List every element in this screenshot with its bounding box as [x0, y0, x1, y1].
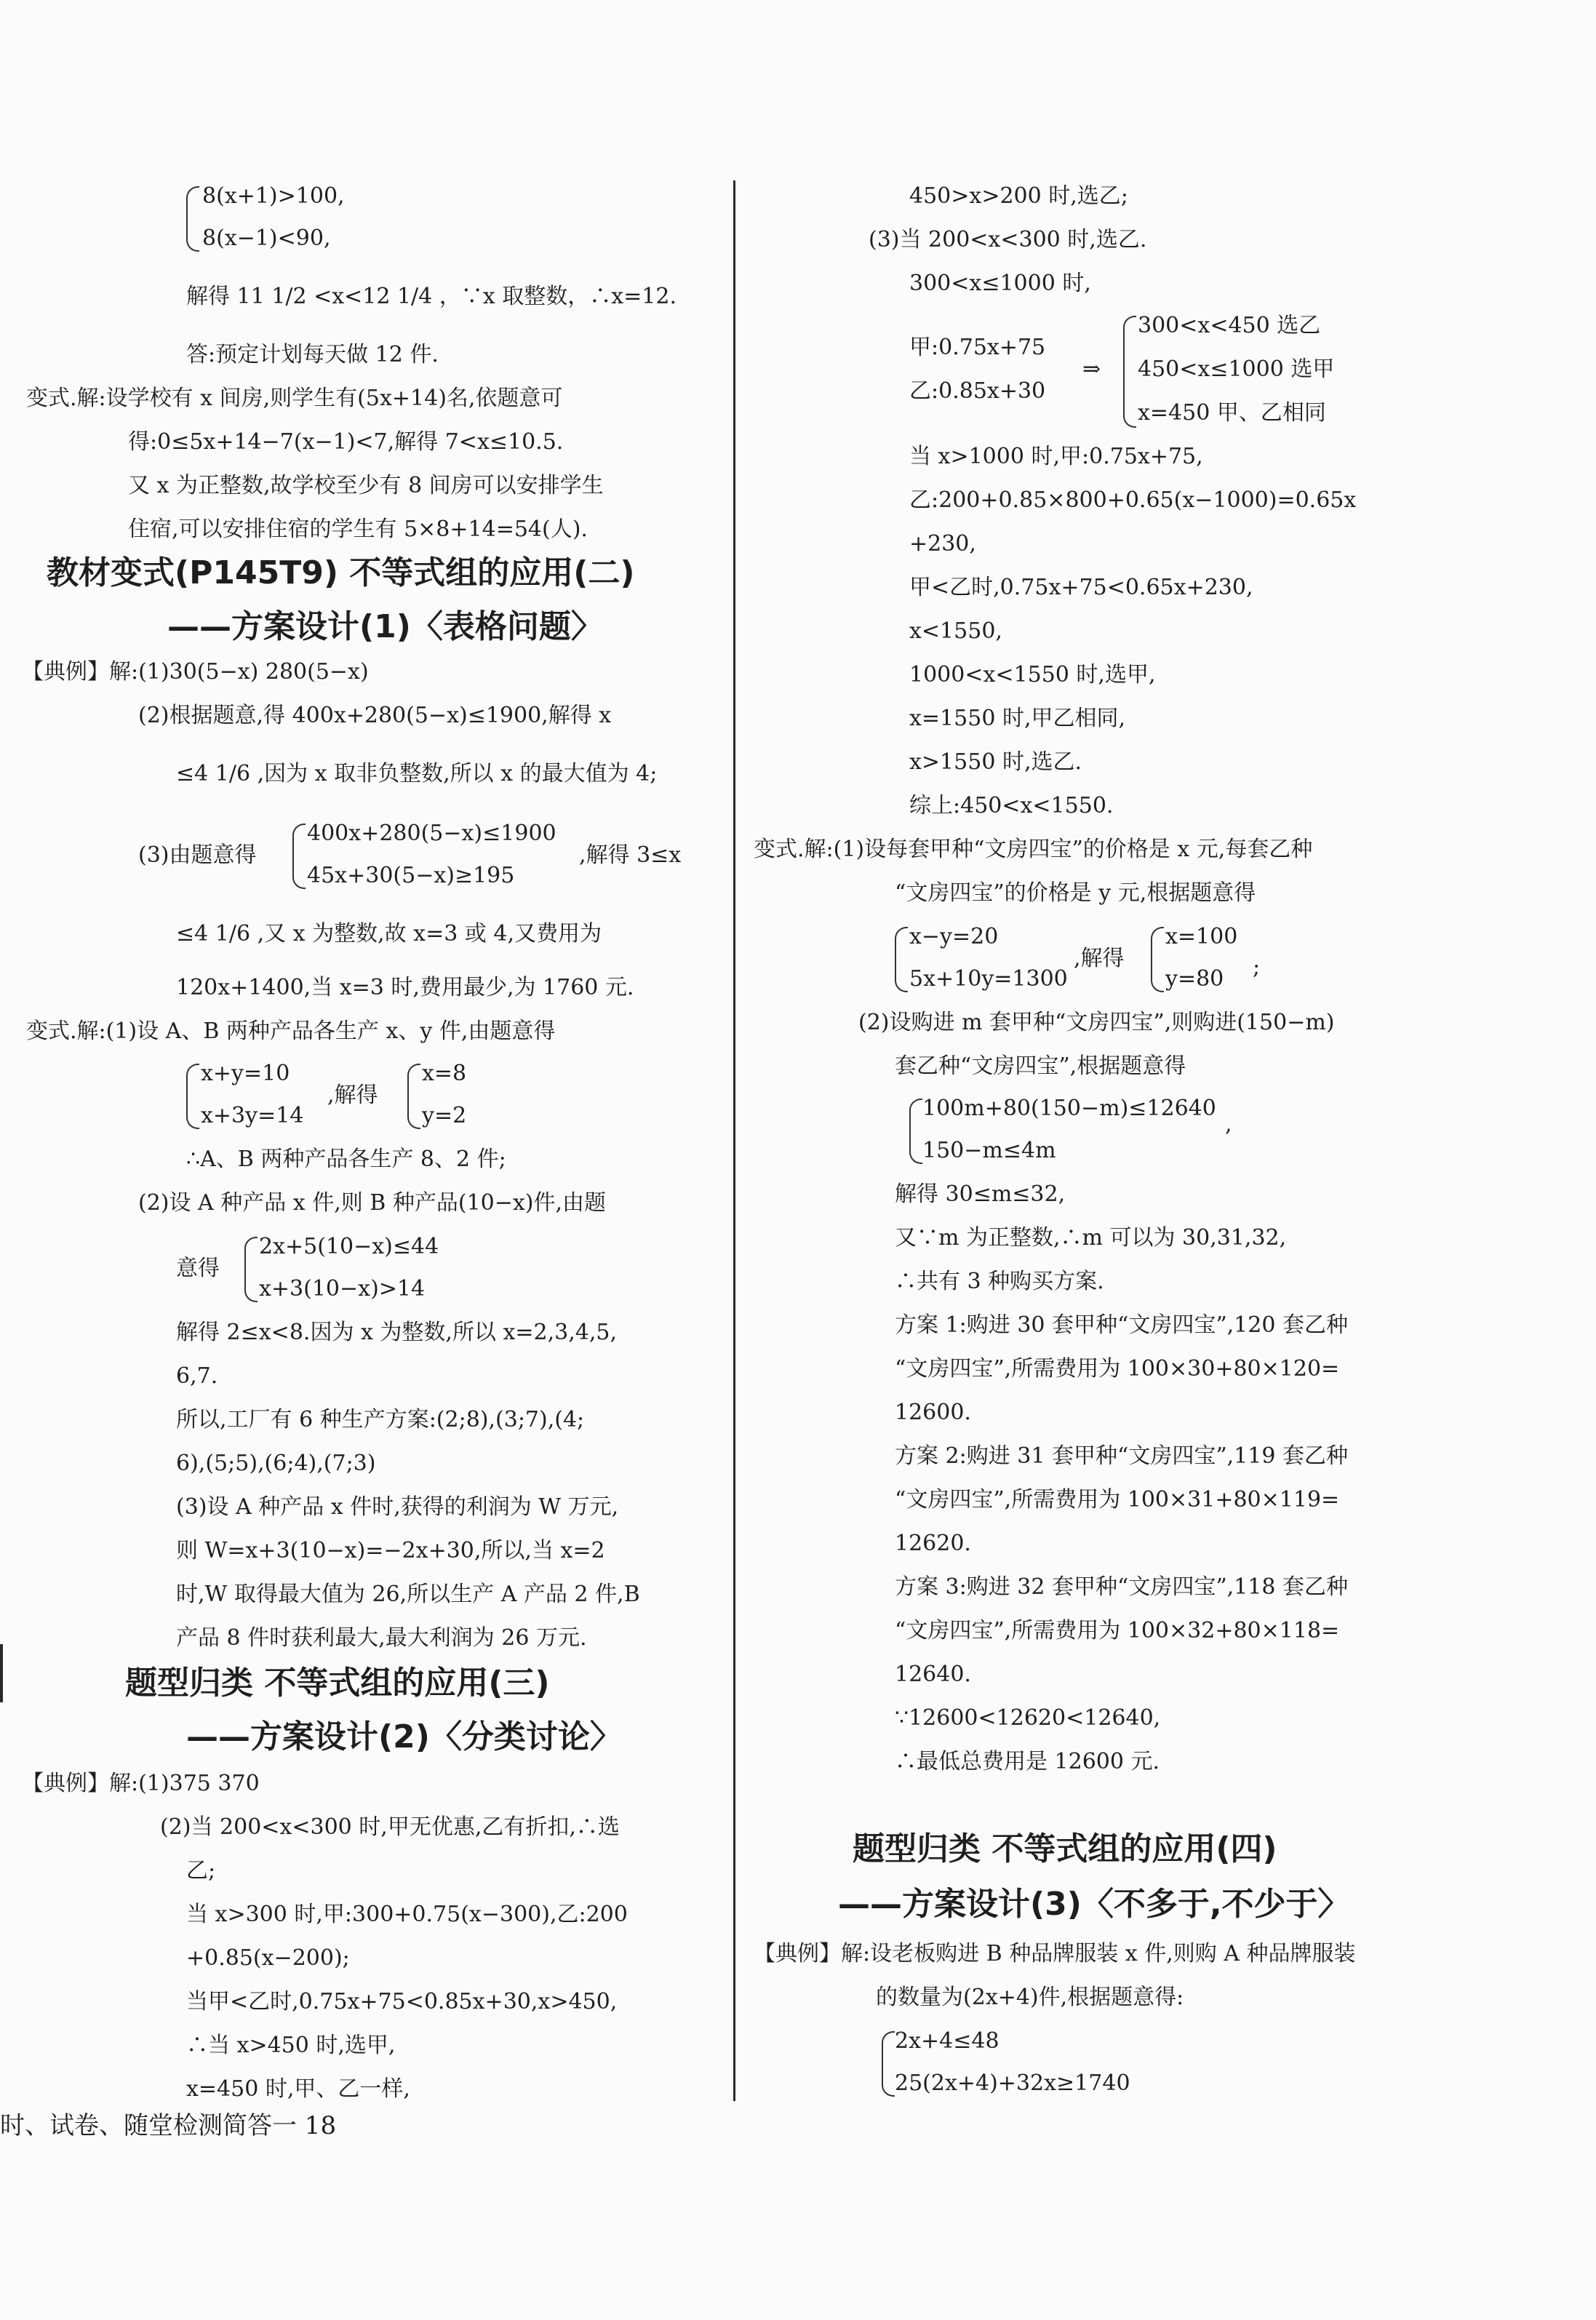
case-line: 450<x≤1000 选甲: [1138, 356, 1335, 382]
text-line: (2)根据题意,得 400x+280(5−x)≤1900,解得 x: [138, 703, 612, 728]
text-line: 综上:450<x<1550.: [909, 793, 1114, 818]
brace: [882, 2031, 895, 2097]
inequality-line: 400x+280(5−x)≤1900: [307, 821, 556, 846]
inequality-line: x=100: [1165, 924, 1238, 949]
text-line: 乙;: [186, 1858, 216, 1883]
text-line: 得:0≤5x+14−7(x−1)<7,解得 7<x≤10.5.: [128, 429, 564, 455]
text-line: ,解得: [327, 1083, 378, 1108]
margin-mark: [0, 1644, 3, 1702]
brace: [186, 1064, 199, 1129]
text-line: (3)由题意得: [138, 842, 257, 868]
inequality-line: 8(x−1)<90,: [202, 226, 331, 251]
text-line: x=1550 时,甲乙相同,: [909, 706, 1126, 731]
text-line: 产品 8 件时获利最大,最大利润为 26 万元.: [176, 1625, 587, 1651]
section-subheading: ——方案设计(2)〈分类讨论〉: [186, 1718, 622, 1755]
inequality-line: y=80: [1165, 966, 1224, 992]
text-line: 变式.解:(1)设 A、B 两种产品各生产 x、y 件,由题意得: [26, 1019, 556, 1044]
brace: [895, 927, 908, 992]
text-line: 变式.解:设学校有 x 间房,则学生有(5x+14)名,依题意可: [26, 386, 563, 411]
text-line: (2)设购进 m 套甲种“文房四宝”,则购进(150−m): [858, 1010, 1335, 1035]
text-line: 1000<x<1550 时,选甲,: [909, 662, 1156, 687]
brace: [909, 1099, 922, 1164]
text-line: ∵12600<12620<12640,: [895, 1705, 1161, 1731]
text-line: 当甲<乙时,0.75x+75<0.85x+30,x>450,: [186, 1989, 618, 2014]
inequality-line: x+3(10−x)>14: [259, 1276, 426, 1301]
text-line: 时,W 取得最大值为 26,所以生产 A 产品 2 件,B: [176, 1582, 640, 1607]
text-line: ;: [1253, 954, 1261, 980]
section-heading: 题型归类 不等式组的应用(三): [125, 1665, 550, 1702]
text-line: 【典例】解:(1)375 370: [22, 1771, 260, 1796]
text-line: 住宿,可以安排住宿的学生有 5×8+14=54(人).: [128, 517, 588, 542]
text-line: 12640.: [895, 1662, 971, 1687]
text-line: 变式.解:(1)设每套甲种“文房四宝”的价格是 x 元,每套乙种: [754, 837, 1313, 862]
text-line: 乙:0.85x+30: [909, 378, 1046, 404]
text-line: 12600.: [895, 1400, 971, 1425]
brace: [407, 1064, 420, 1129]
text-line: 解得 30≤m≤32,: [895, 1181, 1066, 1207]
inequality-line: 5x+10y=1300: [909, 966, 1068, 992]
text-line: 甲<乙时,0.75x+75<0.65x+230,: [909, 575, 1253, 600]
inequality-line: x−y=20: [909, 924, 999, 949]
brace: [292, 824, 306, 889]
section-subheading: ——方案设计(3)〈不多于,不少于〉: [838, 1886, 1350, 1923]
brace: [1123, 316, 1136, 428]
text-line: 所以,工厂有 6 种生产方案:(2;8),(3;7),(4;: [176, 1407, 585, 1432]
text-line: 方案 3:购进 32 套甲种“文房四宝”,118 套乙种: [895, 1574, 1348, 1600]
text-line: 解得 11 1/2 <x<12 1/4 ，∵x 取整数，∴x=12.: [186, 284, 677, 309]
text-line: 套乙种“文房四宝”,根据题意得: [895, 1053, 1186, 1079]
text-line: 【典例】解:设老板购进 B 种品牌服装 x 件,则购 A 种品牌服装: [754, 1941, 1356, 1966]
text-line: x<1550,: [909, 618, 1002, 644]
section-subheading: ——方案设计(1)〈表格问题〉: [167, 608, 603, 645]
text-line: 6),(5;5),(6;4),(7;3): [176, 1451, 376, 1476]
text-line: ,解得 3≤x: [579, 842, 682, 868]
case-line: x=450 甲、乙相同: [1138, 400, 1326, 426]
text-line: 6,7.: [176, 1363, 218, 1389]
inequality-line: 45x+30(5−x)≥195: [307, 863, 515, 888]
text-line: 12620.: [895, 1531, 971, 1556]
text-line: ≤4 1/6 ,因为 x 取非负整数,所以 x 的最大值为 4;: [176, 761, 658, 786]
text-line: “文房四宝”,所需费用为 100×30+80×120=: [895, 1356, 1340, 1382]
inequality-line: x+y=10: [201, 1061, 290, 1086]
text-line: +230,: [909, 531, 976, 557]
text-line: 答:预定计划每天做 12 件.: [186, 342, 439, 367]
text-line: 120x+1400,当 x=3 时,费用最少,为 1760 元.: [176, 975, 634, 1000]
text-line: 的数量为(2x+4)件,根据题意得:: [876, 1985, 1184, 2010]
inequality-line: 8(x+1)>100,: [202, 183, 345, 209]
inequality-line: 150−m≤4m: [922, 1138, 1056, 1163]
text-line: “文房四宝”的价格是 y 元,根据题意得: [895, 880, 1256, 906]
brace: [1151, 927, 1164, 992]
text-line: 450>x>200 时,选乙;: [909, 183, 1128, 209]
inequality-line: 25(2x+4)+32x≥1740: [895, 2070, 1130, 2096]
inequality-line: 2x+5(10−x)≤44: [259, 1234, 439, 1259]
text-line: x>1550 时,选乙.: [909, 749, 1082, 775]
text-line: 则 W=x+3(10−x)=−2x+30,所以,当 x=2: [176, 1538, 605, 1563]
text-line: ∴A、B 两种产品各生产 8、2 件;: [186, 1147, 506, 1172]
page-footer: 时、试卷、随堂检测简答一 18: [0, 2111, 337, 2140]
inequality-line: 100m+80(150−m)≤12640: [922, 1096, 1216, 1121]
text-line: (3)设 A 种产品 x 件时,获得的利润为 W 万元,: [176, 1494, 619, 1520]
text-line: ,: [1225, 1112, 1232, 1137]
text-line: ≤4 1/6 ,又 x 为整数,故 x=3 或 4,又费用为: [176, 921, 602, 946]
text-line: ∴当 x>450 时,选甲,: [186, 2033, 396, 2058]
case-line: 300<x<450 选乙: [1138, 313, 1321, 338]
text-line: 意得: [176, 1256, 220, 1281]
text-line: x=450 时,甲、乙一样,: [186, 2076, 410, 2102]
implies-arrow: ⇒: [1082, 356, 1101, 382]
inequality-line: 2x+4≤48: [895, 2028, 1000, 2054]
column-divider: [733, 180, 735, 2101]
text-line: “文房四宝”,所需费用为 100×32+80×118=: [895, 1618, 1340, 1643]
inequality-line: x+3y=14: [201, 1103, 304, 1128]
text-line: 方案 2:购进 31 套甲种“文房四宝”,119 套乙种: [895, 1443, 1348, 1469]
text-line: ∴共有 3 种购买方案.: [895, 1269, 1104, 1294]
text-line: (3)当 200<x<300 时,选乙.: [869, 227, 1147, 252]
section-heading: 题型归类 不等式组的应用(四): [853, 1830, 1277, 1867]
text-line: ,解得: [1074, 946, 1125, 971]
text-line: “文房四宝”,所需费用为 100×31+80×119=: [895, 1487, 1340, 1512]
text-line: 当 x>300 时,甲:300+0.75(x−300),乙:200: [186, 1902, 628, 1927]
text-line: 解得 2≤x<8.因为 x 为整数,所以 x=2,3,4,5,: [176, 1320, 618, 1345]
text-line: ∴最低总费用是 12600 元.: [895, 1749, 1160, 1774]
section-heading: 教材变式(P145T9) 不等式组的应用(二): [47, 554, 635, 591]
text-line: 又 x 为正整数,故学校至少有 8 间房可以安排学生: [128, 473, 604, 498]
brace: [244, 1237, 258, 1302]
inequality-line: x=8: [422, 1061, 467, 1086]
text-line: 乙:200+0.85×800+0.65(x−1000)=0.65x: [909, 487, 1357, 513]
text-line: 【典例】解:(1)30(5−x) 280(5−x): [22, 659, 369, 685]
brace: [186, 186, 199, 252]
inequality-line: y=2: [422, 1103, 467, 1128]
text-line: 方案 1:购进 30 套甲种“文房四宝”,120 套乙种: [895, 1312, 1348, 1338]
text-line: (2)设 A 种产品 x 件,则 B 种产品(10−x)件,由题: [138, 1190, 607, 1216]
text-line: 300<x≤1000 时,: [909, 271, 1091, 296]
text-line: 又∵m 为正整数,∴m 可以为 30,31,32,: [895, 1225, 1287, 1251]
text-line: 当 x>1000 时,甲:0.75x+75,: [909, 444, 1203, 469]
text-line: (2)当 200<x<300 时,甲无优惠,乙有折扣,∴选: [160, 1814, 620, 1840]
text-line: 甲:0.75x+75: [909, 335, 1046, 360]
text-line: +0.85(x−200);: [186, 1945, 350, 1971]
